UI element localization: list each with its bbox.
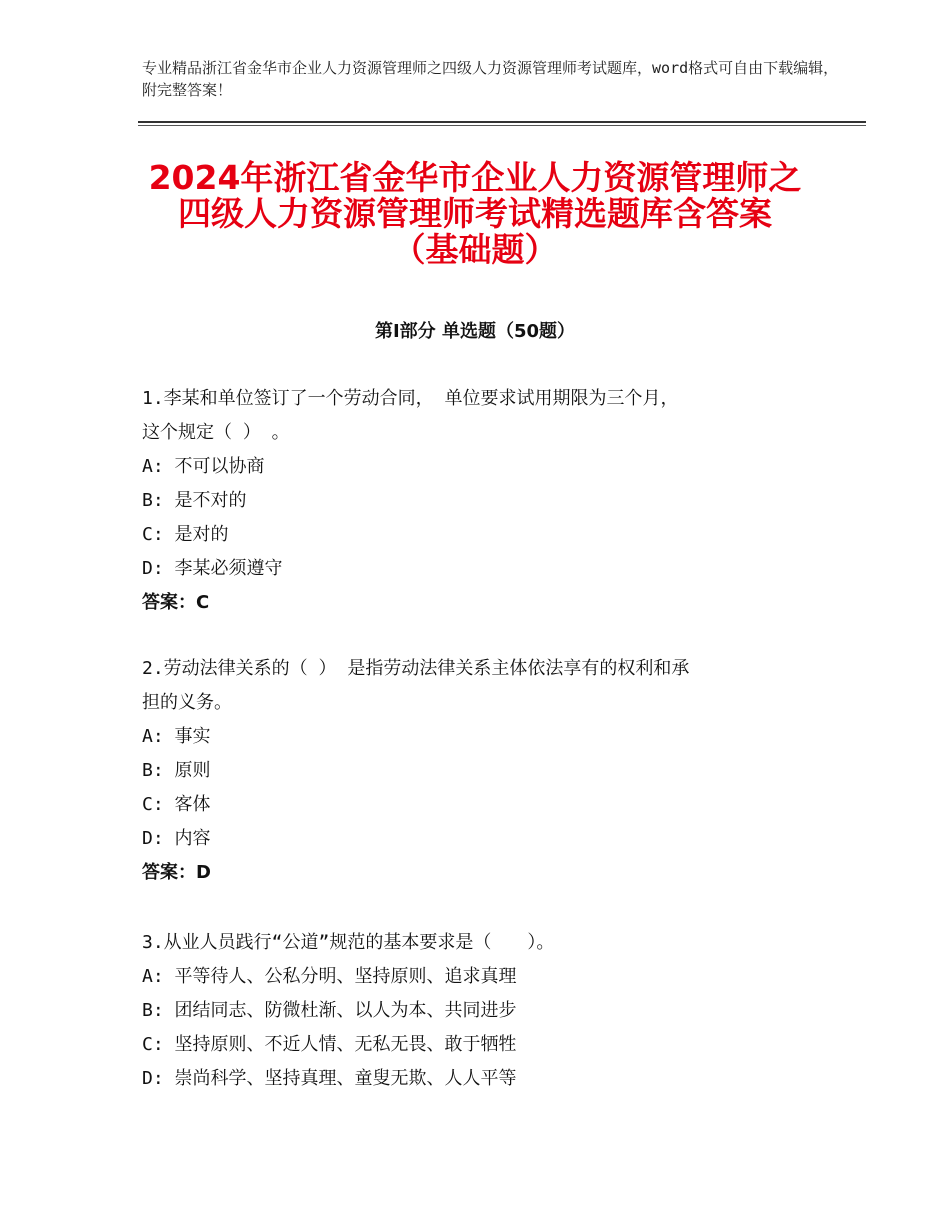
section-title: 第Ⅰ部分 单选题（50题） <box>374 321 575 342</box>
title-line: （基础题） <box>392 230 558 269</box>
document-title <box>110 160 840 268</box>
option-d: D: 内容 <box>142 828 211 849</box>
option-b: B: 团结同志、防微杜渐、以人为本、共同进步 <box>142 1000 517 1021</box>
title-line: 四级人力资源管理师考试精选题库含答案 <box>178 194 772 233</box>
question-stem-line: 担的义务。 <box>142 692 232 713</box>
option-c: C: 是对的 <box>142 524 229 545</box>
option-c: C: 坚持原则、不近人情、无私无畏、敢于牺牲 <box>142 1034 517 1055</box>
option-b: B: 原则 <box>142 760 211 781</box>
question-3 <box>142 926 822 1096</box>
option-a: A: 不可以协商 <box>142 456 265 477</box>
option-a: A: 事实 <box>142 726 211 747</box>
question-stem-line: 2.劳动法律关系的（ ） 是指劳动法律关系主体依法享有的权利和承 <box>142 658 690 679</box>
question-2 <box>142 652 822 890</box>
option-b: B: 是不对的 <box>142 490 247 511</box>
question-stem-line: 3.从业人员践行“公道”规范的基本要求是（ ）。 <box>142 932 555 953</box>
option-d: D: 崇尚科学、坚持真理、童叟无欺、人人平等 <box>142 1068 517 1089</box>
question-stem-line: 1.李某和单位签订了一个劳动合同， 单位要求试用期限为三个月， <box>142 388 679 409</box>
header-rule-thin <box>138 125 866 126</box>
header-rule-thick <box>138 121 866 123</box>
question-stem-line: 这个规定（ ） 。 <box>142 422 290 443</box>
option-a: A: 平等待人、公私分明、坚持原则、追求真理 <box>142 966 517 987</box>
option-c: C: 客体 <box>142 794 211 815</box>
answer-line: 答案：C <box>142 592 210 613</box>
title-line: 2024年浙江省金华市企业人力资源管理师之 <box>148 158 802 197</box>
header-note: 专业精品浙江省金华市企业人力资源管理师之四级人力资源管理师考试题库，word格式可自由下载编辑，附完整答案！ <box>142 59 839 99</box>
question-1 <box>142 382 822 620</box>
option-d: D: 李某必须遵守 <box>142 558 283 579</box>
answer-line: 答案：D <box>142 862 211 883</box>
